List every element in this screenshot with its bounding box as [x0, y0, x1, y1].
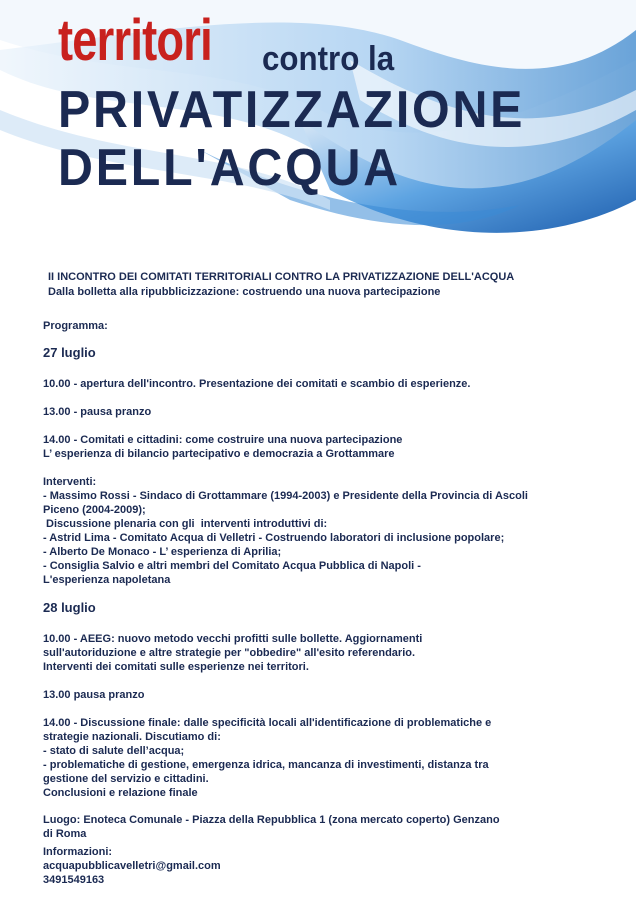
- day1-item-3-line-1: 14.00 - Comitati e cittadini: come costruire una nuova partecipazione: [43, 434, 403, 446]
- day2-item-1-line-2: sull'autoriduzione e altre strategie per "obbedire" all'esito referendario.: [43, 647, 416, 659]
- day2-item-3: [43, 716, 603, 800]
- intervento-6: L'esperienza napoletana: [43, 574, 171, 586]
- luogo-block: [43, 813, 603, 841]
- title-contro-la: contro la: [262, 40, 395, 78]
- day1-item-2: 13.00 - pausa pranzo: [43, 406, 152, 418]
- day2-item-3-line-2: strategie nazionali. Discutiamo di:: [43, 731, 221, 743]
- luogo-line-2: di Roma: [43, 828, 87, 840]
- day2-item-2: 13.00 pausa pranzo: [43, 689, 145, 701]
- intervento-3: - Astrid Lima - Comitato Acqua di Velletri - Costruendo laboratori di inclusione popolare;: [43, 532, 505, 544]
- day2-item-3-line-1: 14.00 - Discussione finale: dalle specificità locali all'identificazione di problematiche e: [43, 717, 492, 729]
- intro-line-1: II INCONTRO DEI COMITATI TERRITORIALI CONTRO LA PRIVATIZZAZIONE DELL'ACQUA: [48, 271, 515, 283]
- intervento-5: - Consiglia Salvio e altri membri del Comitato Acqua Pubblica di Napoli -: [43, 560, 421, 572]
- info-email[interactable]: acquapubblicavelletri@gmail.com: [43, 860, 221, 872]
- day1-interventi: [43, 475, 603, 587]
- day1-item-1: 10.00 - apertura dell'incontro. Presentazione dei comitati e scambio di esperienze.: [43, 378, 471, 390]
- day2-item-1: [43, 632, 603, 674]
- day1-item-3: [43, 433, 603, 461]
- info-label: Informazioni:: [43, 846, 113, 858]
- intro-block: [48, 270, 514, 300]
- info-phone: 3491549163: [43, 874, 105, 886]
- title-privatizzazione: PRIVATIZZAZIONE: [58, 81, 526, 139]
- title-territori: territori: [58, 8, 212, 73]
- intervento-4: - Alberto De Monaco - L’ esperienza di Aprilia;: [43, 546, 282, 558]
- day1-heading: 27 luglio: [43, 345, 96, 360]
- day2-item-1-line-1: 10.00 - AEEG: nuovo metodo vecchi profitti sulle bollette. Aggiornamenti: [43, 633, 423, 645]
- day2-item-1-line-3: Interventi dei comitati sulle esperienze nei territori.: [43, 661, 309, 673]
- programma-label: Programma:: [43, 320, 108, 332]
- intervento-2: Discussione plenaria con gli interventi introduttivi di:: [43, 518, 328, 530]
- intro-line-2: Dalla bolletta alla ripubblicizzazione: costruendo una nuova partecipazione: [48, 286, 441, 298]
- day2-item-3-line-3: - stato di salute dell’acqua;: [43, 745, 185, 757]
- day2-item-3-line-4: - problematiche di gestione, emergenza idrica, mancanza di investimenti, distanza tra: [43, 759, 489, 771]
- interventi-label: Interventi:: [43, 476, 97, 488]
- info-block: [43, 845, 603, 887]
- day2-item-3-line-6: Conclusioni e relazione finale: [43, 787, 198, 799]
- day2-heading: 28 luglio: [43, 600, 96, 615]
- day1-item-3-line-2: L’ esperienza di bilancio partecipativo e democrazia a Grottammare: [43, 448, 395, 460]
- title-dell-acqua: DELL'ACQUA: [58, 139, 401, 197]
- luogo-line-1: Luogo: Enoteca Comunale - Piazza della Repubblica 1 (zona mercato coperto) Genzano: [43, 814, 500, 826]
- intervento-1-line-2: Piceno (2004-2009);: [43, 504, 146, 516]
- day2-item-3-line-5: gestione del servizio e cittadini.: [43, 773, 209, 785]
- intervento-1-line-1: - Massimo Rossi - Sindaco di Grottammare (1994-2003) e Presidente della Provincia di Ascoli: [43, 490, 528, 502]
